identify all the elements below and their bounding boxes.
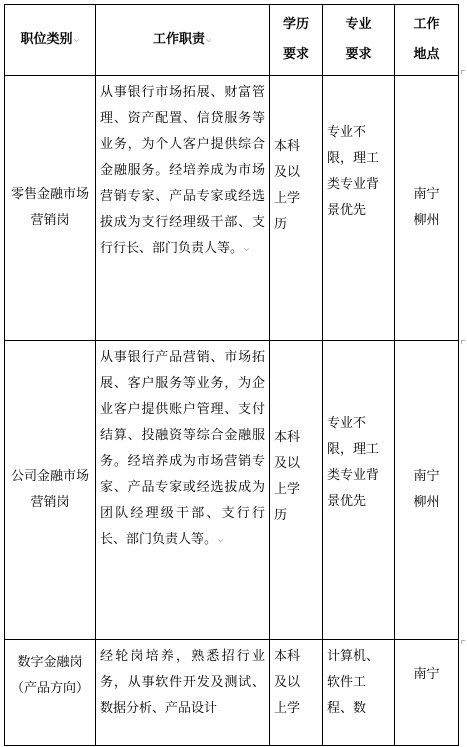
row-education: 本科及以上学 <box>270 640 323 746</box>
row-category: 数字金融岗（产品方向） <box>5 640 96 746</box>
header-duties: 工作职责 <box>96 5 270 76</box>
row-duties: 从事银行市场拓展、财富管理、资产配置、信贷服务等业务，为个人客户提供综合金融服务。经培养成为市场营销专家、产品专家或经选拔成为支行经理级干部、支行行长、部门负责人等。 <box>96 76 270 341</box>
paragraph-mark-icon <box>218 536 224 543</box>
row-location: 南宁柳州 <box>395 76 459 341</box>
paragraph-mark-icon <box>244 245 250 252</box>
header-category: 职位类别 <box>5 5 96 76</box>
row-major: 计算机、软件工程、数 <box>323 640 395 746</box>
table-row <box>5 640 459 746</box>
table-header-row <box>5 5 459 76</box>
row-duties: 经轮岗培养，熟悉招行业务，从事软件开发及测试、数据分析、产品设计 <box>96 640 270 746</box>
row-location: 南宁柳州 <box>395 341 459 640</box>
header-education: 学历要求 <box>270 5 323 76</box>
row-duties: 从事银行产品营销、市场拓展、客户服务等业务，为企业客户提供账户管理、支付结算、投融资等综合金融服务。经培养成为市场营销专家、产品专家或经选拔成为团队经理级干部、支行行长、部门负责人等。 <box>96 341 270 640</box>
table-row <box>5 76 459 341</box>
table-row <box>5 341 459 640</box>
margin-tick <box>461 340 465 344</box>
paragraph-mark-icon <box>206 36 212 43</box>
row-education: 本科及以上学历 <box>270 76 323 341</box>
margin-tick <box>461 70 465 74</box>
row-major: 专业不限，理工类专业背景优先 <box>323 341 395 640</box>
row-major: 专业不限，理工类专业背景优先 <box>323 76 395 341</box>
row-location: 南宁 <box>395 640 459 746</box>
job-table <box>4 4 459 746</box>
row-category: 公司金融市场营销岗 <box>5 341 96 640</box>
header-location: 工作地点 <box>395 5 459 76</box>
margin-tick <box>461 640 465 644</box>
row-education: 本科及以上学历 <box>270 341 323 640</box>
row-category: 零售金融市场营销岗 <box>5 76 96 341</box>
paragraph-mark-icon <box>74 36 80 43</box>
header-major: 专业要求 <box>323 5 395 76</box>
